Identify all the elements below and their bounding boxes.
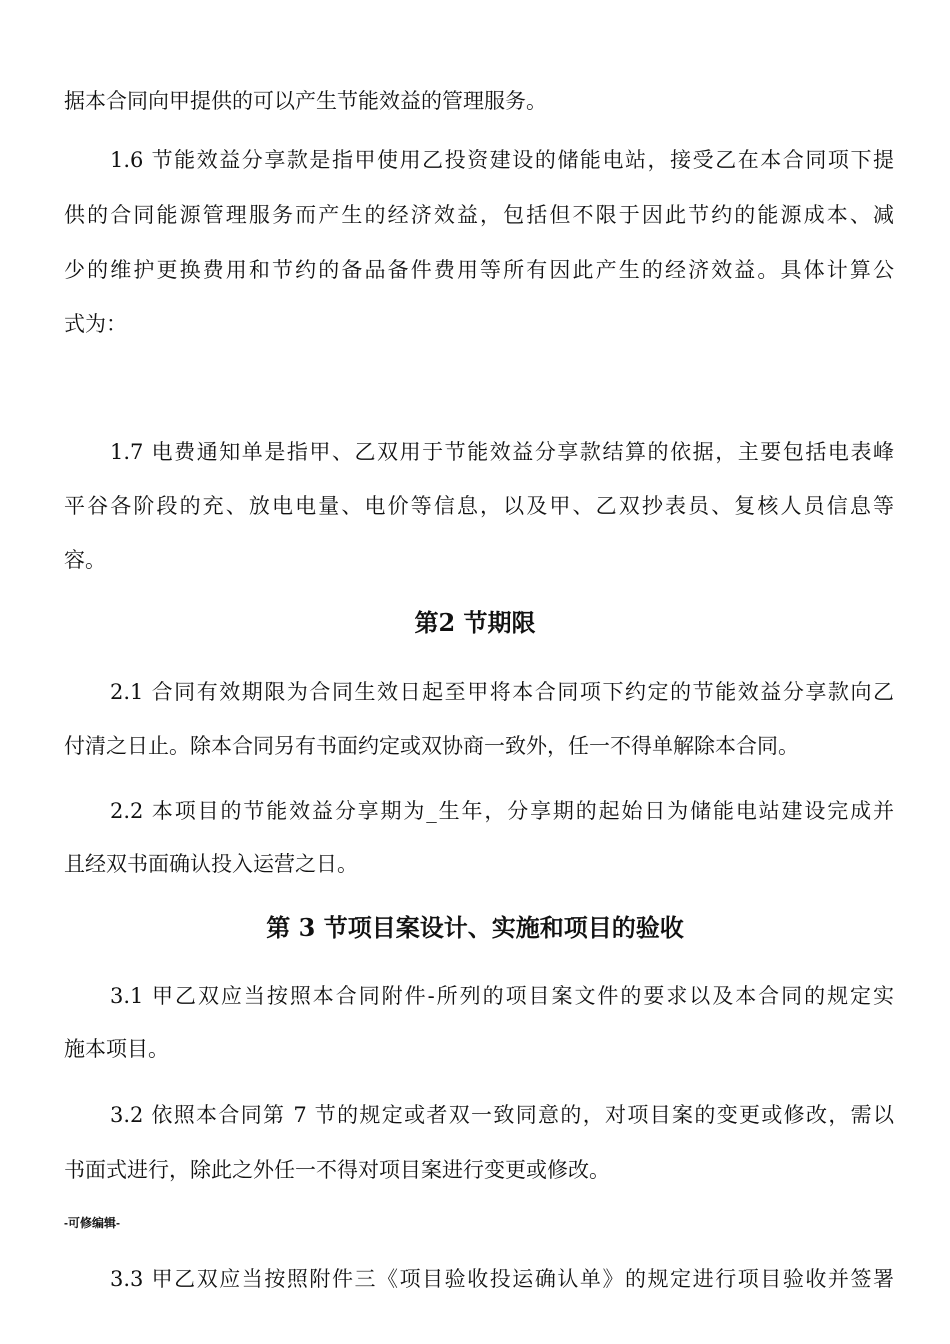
paragraph-1-6-line: 1.6 节能效益分享款是指甲使用乙投资建设的储能电站，接受乙在本合同项下提 <box>110 148 894 172</box>
paragraph-1-6-line: 少的维护更换费用和节约的备品备件费用等所有因此产生的经济效益。具体计算公 <box>64 258 894 282</box>
paragraph-2-2-line: 且经双书面确认投入运营之日。 <box>64 852 358 876</box>
paragraph-1-7-line: 平谷各阶段的充、放电电量、电价等信息，以及甲、乙双抄表员、复核人员信息等 <box>64 494 894 518</box>
paragraph-3-2-line: 3.2 依照本合同第 7 节的规定或者双一致同意的，对项目案的变更或修改，需以 <box>110 1103 894 1127</box>
paragraph-3-1-line: 施本项目。 <box>64 1037 169 1061</box>
paragraph-2-1-line: 付清之日止。除本合同另有书面约定或双协商一致外，任一不得单解除本合同。 <box>64 734 799 758</box>
paragraph-2-2-line: 2.2 本项目的节能效益分享期为_生年，分享期的起始日为储能电站建设完成并 <box>110 799 894 823</box>
paragraph-2-1-line: 2.1 合同有效期限为合同生效日起至甲将本合同项下约定的节能效益分享款向乙 <box>110 680 894 704</box>
paragraph-line: 据本合同向甲提供的可以产生节能效益的管理服务。 <box>64 89 547 113</box>
paragraph-3-2-line: 书面式进行，除此之外任一不得对项目案进行变更或修改。 <box>64 1158 610 1182</box>
paragraph-1-6-line: 式为： <box>64 312 127 336</box>
section-3-heading: 第 3 节项目案设计、实施和项目的验收 <box>266 913 684 942</box>
footer-editable-note: -可修编辑- <box>64 1216 120 1230</box>
paragraph-3-1-line: 3.1 甲乙双应当按照本合同附件-所列的项目案文件的要求以及本合同的规定实 <box>110 984 894 1008</box>
paragraph-1-7-line: 1.7 电费通知单是指甲、乙双用于节能效益分享款结算的依据，主要包括电表峰 <box>110 440 894 464</box>
paragraph-3-3-line: 3.3 甲乙双应当按照附件三《项目验收投运确认单》的规定进行项目验收并签署 <box>110 1267 894 1291</box>
paragraph-1-7-line: 容。 <box>64 548 106 572</box>
section-2-heading: 第2 节期限 <box>414 608 536 637</box>
paragraph-1-6-line: 供的合同能源管理服务而产生的经济效益，包括但不限于因此节约的能源成本、减 <box>64 203 894 227</box>
